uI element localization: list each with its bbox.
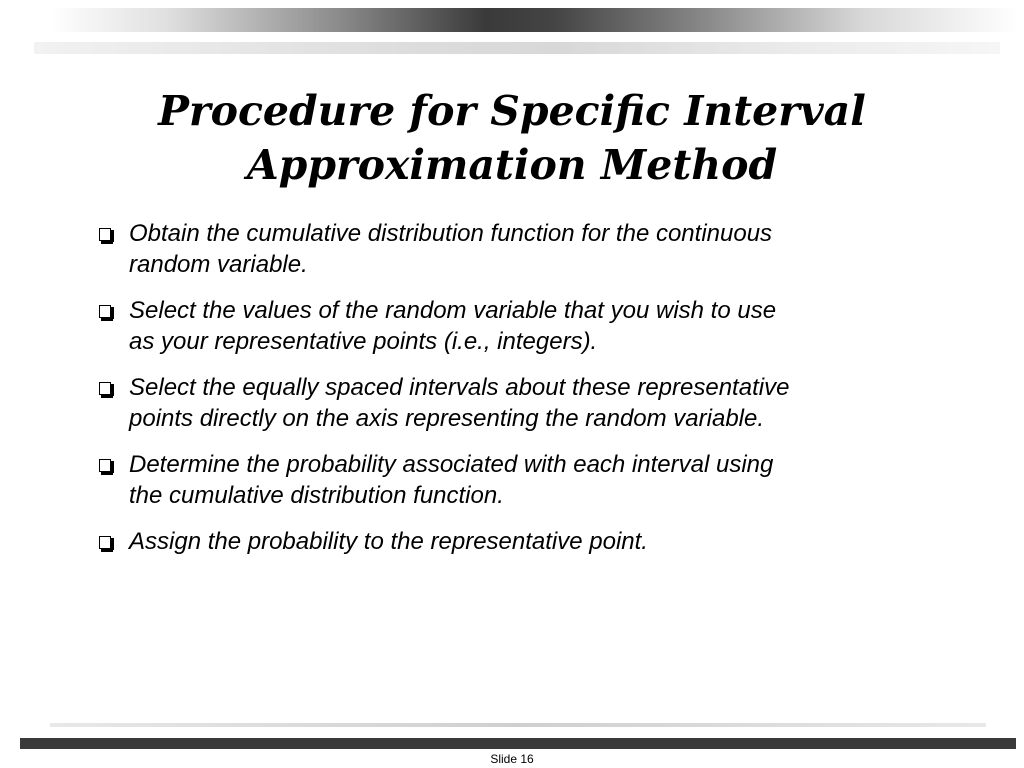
footer-bar [20,738,1016,749]
bullet-text-line: as your representative points (i.e., integers). [129,328,598,355]
bullet-text-line: points directly on the axis representing the random variable. [129,405,765,432]
top-light-bar [34,42,1000,54]
slide-title [60,84,964,192]
square-bullet-icon [99,536,111,549]
bullet-text-line: the cumulative distribution function. [129,482,504,509]
slide-number: Slide 16 [490,752,534,766]
bullet-list [96,218,936,572]
slide-title-line: Procedure for Specific Interval [158,87,866,135]
bullet-item [96,449,936,511]
bullet-text-line: Assign the probability to the representative point. [129,528,648,555]
bullet-item [96,526,936,557]
bullet-text-line: Select the values of the random variable that you wish to use [129,297,777,324]
bullet-text-line: Select the equally spaced intervals about these representative [129,374,790,401]
square-bullet-icon [99,382,111,395]
top-gradient-bar [50,8,1018,32]
square-bullet-icon [99,459,111,472]
square-bullet-icon [99,228,111,241]
footer-divider [50,723,986,727]
bullet-text-line: Determine the probability associated with each interval using [129,451,774,478]
square-bullet-icon [99,305,111,318]
bullet-text-line: random variable. [129,251,308,278]
bullet-item [96,218,936,280]
slide-title-line: Approximation Method [246,141,778,189]
bullet-item [96,295,936,357]
bullet-text-line: Obtain the cumulative distribution function for the continuous [129,220,773,247]
bullet-item [96,372,936,434]
